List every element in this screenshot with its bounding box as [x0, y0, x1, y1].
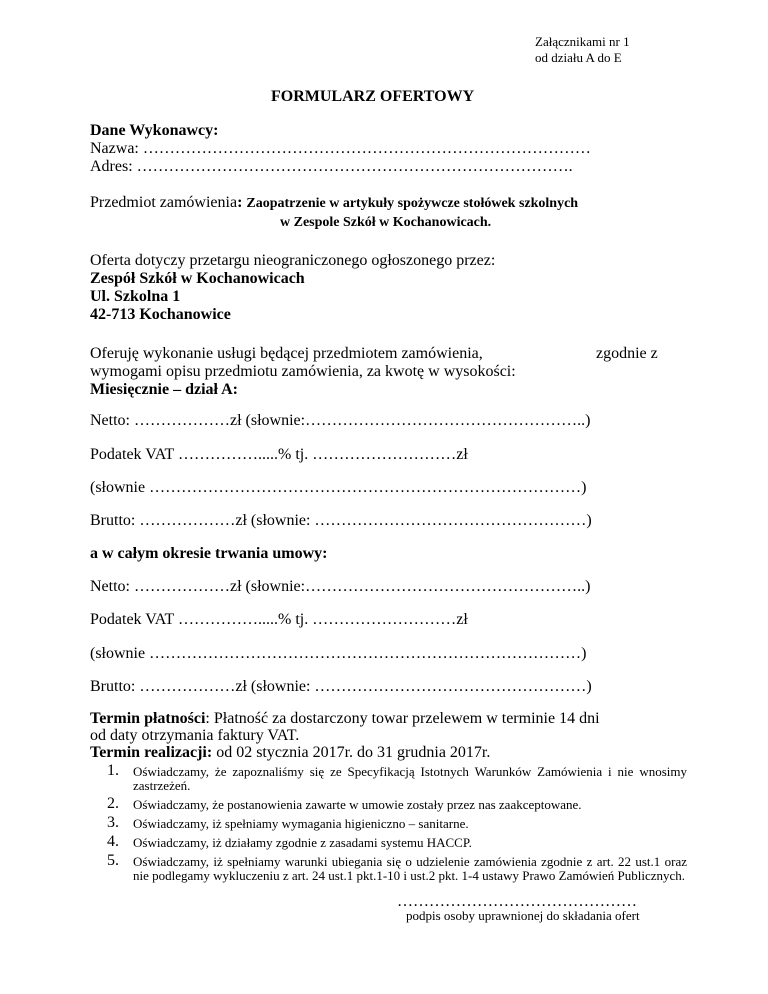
contractor-name-line — [90, 140, 591, 158]
offer-line2: wymogami opisu przedmiotu zamówienia, za kwotę w wysokości: — [90, 363, 516, 380]
contractor-name-field: ………………………………………………………………………… — [142, 140, 591, 157]
whole-period-heading: a w całym okresie trwania umowy: — [90, 545, 328, 562]
statement-number: 3. — [107, 814, 119, 831]
whole-netto-line: Netto: ………………zł (słownie:……………………………………………..) — [90, 578, 591, 595]
statement-item — [107, 762, 687, 793]
statements-list — [107, 762, 687, 888]
statement-item — [107, 852, 687, 883]
statement-text: Oświadczamy, że postanowienia zawarte w umowie zostały przez nas zaakceptowane. — [133, 797, 582, 812]
monthly-vat-line: Podatek VAT …………….....% tj. ………………………zł — [90, 446, 468, 463]
realization-term-label: Termin realizacji: — [90, 744, 213, 761]
whole-brutto-line: Brutto: ………………zł (słownie: ……………………………………………) — [90, 678, 592, 695]
whole-vat-line: Podatek VAT …………….....% tj. ………………………zł — [90, 611, 468, 628]
contractor-address-field: ………………………………………………………………………. — [136, 158, 573, 175]
monthly-heading: Miesięcznie – dział A: — [90, 381, 238, 398]
page-title: FORMULARZ OFERTOWY — [271, 88, 475, 105]
tender-intro: Oferta dotyczy przetargu nieograniczonego ogłoszonego przez: — [90, 252, 496, 269]
contractor-address-label: Adres: — [90, 158, 133, 175]
attachment-note-line1: Załącznikami nr 1 — [535, 34, 630, 49]
payment-term-text2: od daty otrzymania faktury VAT. — [90, 727, 300, 744]
contractor-name-label: Nazwa: — [90, 140, 139, 157]
tender-org-name: Zespół Szkół w Kochanowicach — [90, 270, 305, 287]
statement-number: 1. — [107, 762, 119, 779]
tender-postal: 42-713 Kochanowice — [90, 306, 231, 323]
subject-colon: : — [237, 194, 247, 211]
subject-label: Przedmiot zamówienia — [90, 194, 238, 211]
statement-text: Oświadczamy, iż działamy zgodnie z zasadami systemu HACCP. — [133, 835, 472, 850]
statement-text: Oświadczamy, iż spełniamy warunki ubiegania się o udzielenie zamówienia zgodnie z art. 22 ust.1 oraz nie podlegamy wykluczeniu z art. 24 ust.1 pkt.1-10 i ust.2 pkt. 1-4 ustawy Prawo Zamówień Publicznych. — [133, 854, 687, 883]
statement-number: 4. — [107, 833, 119, 850]
monthly-netto-line: Netto: ………………zł (słownie:……………………………………………..) — [90, 412, 591, 429]
realization-term-text: od 02 stycznia 2017r. do 31 grudnia 2017r. — [212, 744, 491, 761]
tender-street: Ul. Szkolna 1 — [90, 288, 181, 305]
statement-number: 2. — [107, 795, 119, 812]
offer-line1-left: Oferuję wykonanie usługi będącej przedmiotem zamówienia, — [90, 345, 483, 362]
statement-item — [107, 814, 687, 831]
offer-line1-right: zgodnie z — [596, 345, 658, 362]
realization-term-line — [90, 744, 490, 762]
monthly-slownie-line: (słownie ………………………………………………………………………) — [90, 479, 587, 496]
monthly-brutto-line: Brutto: ………………zł (słownie: ……………………………………………) — [90, 512, 592, 529]
payment-term-text1: : Płatność za dostarczony towar przelewem w terminie 14 dni — [205, 710, 600, 727]
payment-term-line1 — [90, 710, 600, 728]
subject-text-line1: Zaopatrzenie w artykuły spożywcze stołówek szkolnych — [246, 196, 579, 211]
signature-caption: podpis osoby uprawnionej do składania ofert — [406, 908, 640, 923]
signature-line: ……………………………………… — [397, 893, 637, 910]
attachment-note-line2: od działu A do E — [535, 50, 622, 65]
statement-item — [107, 833, 687, 850]
whole-slownie-line: (słownie ………………………………………………………………………) — [90, 645, 587, 662]
statement-text: Oświadczamy, że zapoznaliśmy się ze Specyfikacją Istotnych Warunków Zamówienia i nie wnosimy zastrzeżeń. — [133, 764, 687, 793]
contractor-heading: Dane Wykonawcy: — [90, 122, 219, 139]
statement-text: Oświadczamy, iż spełniamy wymagania higieniczno – sanitarne. — [133, 816, 469, 831]
payment-term-label: Termin płatności — [90, 710, 206, 727]
subject-line1 — [90, 194, 578, 212]
statement-number: 5. — [107, 852, 119, 869]
subject-text-line2: w Zespole Szkół w Kochanowicach. — [280, 215, 492, 230]
contractor-address-line — [90, 158, 573, 176]
statement-item — [107, 795, 687, 812]
